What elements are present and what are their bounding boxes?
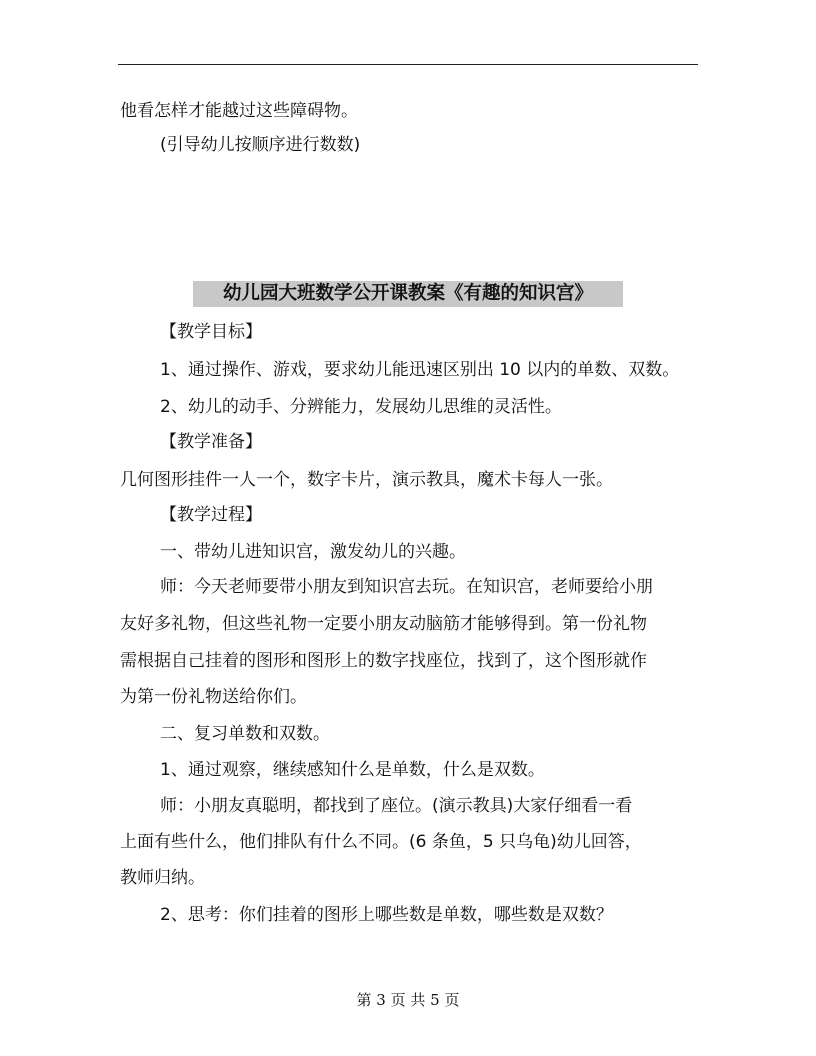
text-line: 为第一份礼物送给你们。: [120, 687, 307, 707]
text-line: 2、思考：你们挂着的图形上哪些数是单数，哪些数是双数？: [160, 905, 613, 925]
text-line: 一、带幼儿进知识宫，激发幼儿的兴趣。: [160, 542, 466, 562]
section-heading: 【教学过程】: [160, 505, 262, 525]
document-title: 幼儿园大班数学公开课教案《有趣的知识宫》: [193, 281, 623, 307]
text-line: 2、幼儿的动手、分辨能力，发展幼儿思维的灵活性。: [160, 397, 562, 417]
text-line: 师：小朋友真聪明，都找到了座位。(演示教具)大家仔细看一看: [160, 796, 633, 816]
text-line: 1、通过观察，继续感知什么是单数，什么是双数。: [160, 760, 545, 780]
section-heading: 【教学目标】: [160, 322, 262, 342]
text-line: 需根据自己挂着的图形和图形上的数字找座位，找到了，这个图形就作: [120, 651, 647, 671]
page-footer: 第 3 页 共 5 页: [356, 991, 460, 1009]
text-line: 他看怎样才能越过这些障碍物。: [120, 101, 358, 121]
text-line: 1、通过操作、游戏，要求幼儿能迅速区别出 10 以内的单数、双数。: [160, 360, 680, 380]
section-heading: 【教学准备】: [160, 432, 262, 452]
text-line: 师：今天老师要带小朋友到知识宫去玩。在知识宫，老师要给小朋: [160, 577, 653, 597]
text-line: 二、复习单数和双数。: [160, 724, 330, 744]
header-rule: [118, 64, 698, 65]
text-line: 友好多礼物，但这些礼物一定要小朋友动脑筋才能够得到。第一份礼物: [120, 614, 647, 634]
text-line: (引导幼儿按顺序进行数数): [160, 135, 361, 155]
text-line: 上面有些什么，他们排队有什么不同。(6 条鱼，5 只乌龟)幼儿回答，: [120, 832, 642, 852]
text-line: 几何图形挂件一人一个，数字卡片，演示教具，魔术卡每人一张。: [120, 470, 613, 490]
text-line: 教师归纳。: [120, 868, 205, 888]
